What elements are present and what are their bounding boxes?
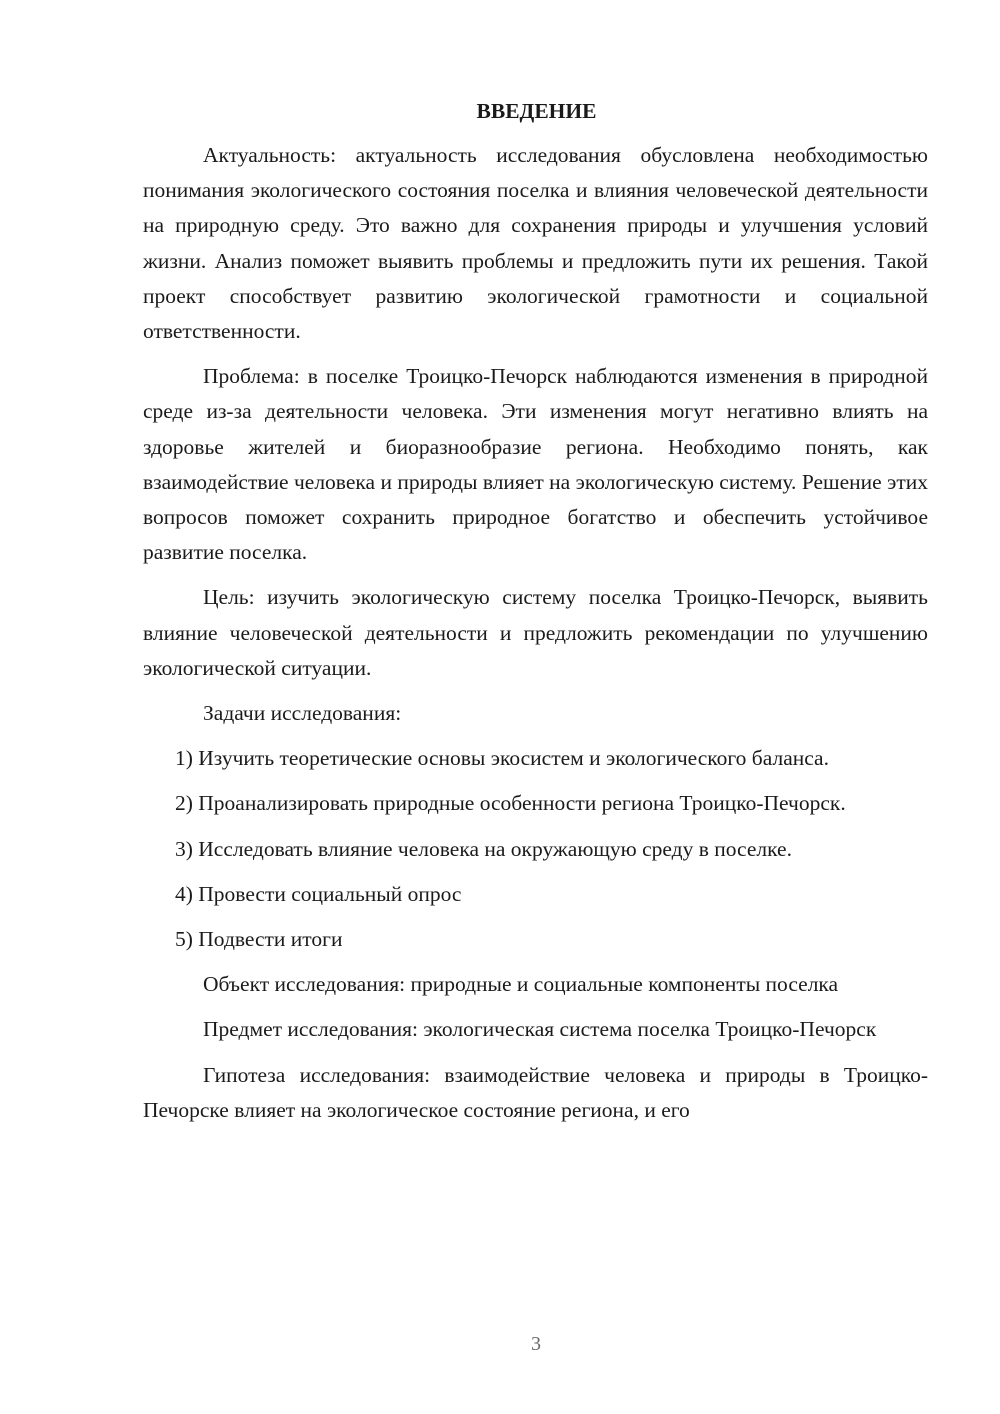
tasks-heading: Задачи исследования:: [203, 701, 402, 726]
paragraph-subject: Предмет исследования: экологическая система поселка Троицко-Печорск: [203, 1017, 877, 1042]
section-title: ВВЕДЕНИЕ: [476, 99, 597, 123]
task-item-4: 4) Провести социальный опрос: [175, 881, 462, 906]
paragraph-object: Объект исследования: природные и социальные компоненты поселка: [203, 972, 839, 997]
paragraph-problem: Проблема: в поселке Троицко-Печорск наблюдаются изменения в природной среде из-за деятельности человека. Эти изменения могут негативно влиять на здоровье жителей и биоразнообразие региона. Необходимо понять, как взаимодействие человека и природы влияет на экологическую систему. Решение этих вопросов поможет сохранить природное богатство и обеспечить устойчивое развитие поселка.: [143, 364, 928, 565]
paragraph-goal: Цель: изучить экологическую систему поселка Троицко-Печорск, выявить влияние человеческой деятельности и предложить рекомендации по улучшению экологической ситуации.: [143, 585, 928, 680]
task-item-1: 1) Изучить теоретические основы экосистем и экологического баланса.: [175, 746, 829, 771]
task-item-2: 2) Проанализировать природные особенности региона Троицко-Печорск.: [175, 791, 846, 816]
task-item-5: 5) Подвести итоги: [175, 927, 343, 952]
paragraph-relevance: Актуальность: актуальность исследования обусловлена необходимостью понимания экологического состояния поселка и влияния человеческой деятельности на природную среду. Это важно для сохранения природы и улучшения условий жизни. Анализ поможет выявить проблемы и предложить пути их решения. Такой проект способствует развитию экологической грамотности и социальной ответственности.: [143, 143, 928, 344]
task-item-3: 3) Исследовать влияние человека на окружающую среду в поселке.: [175, 836, 792, 861]
document-page: [143, 96, 928, 1137]
paragraph-hypothesis: Гипотеза исследования: взаимодействие человека и природы в Троицко-Печорске влияет на экологическое состояние региона, и его: [143, 1062, 928, 1122]
page-number: 3: [531, 1333, 541, 1355]
